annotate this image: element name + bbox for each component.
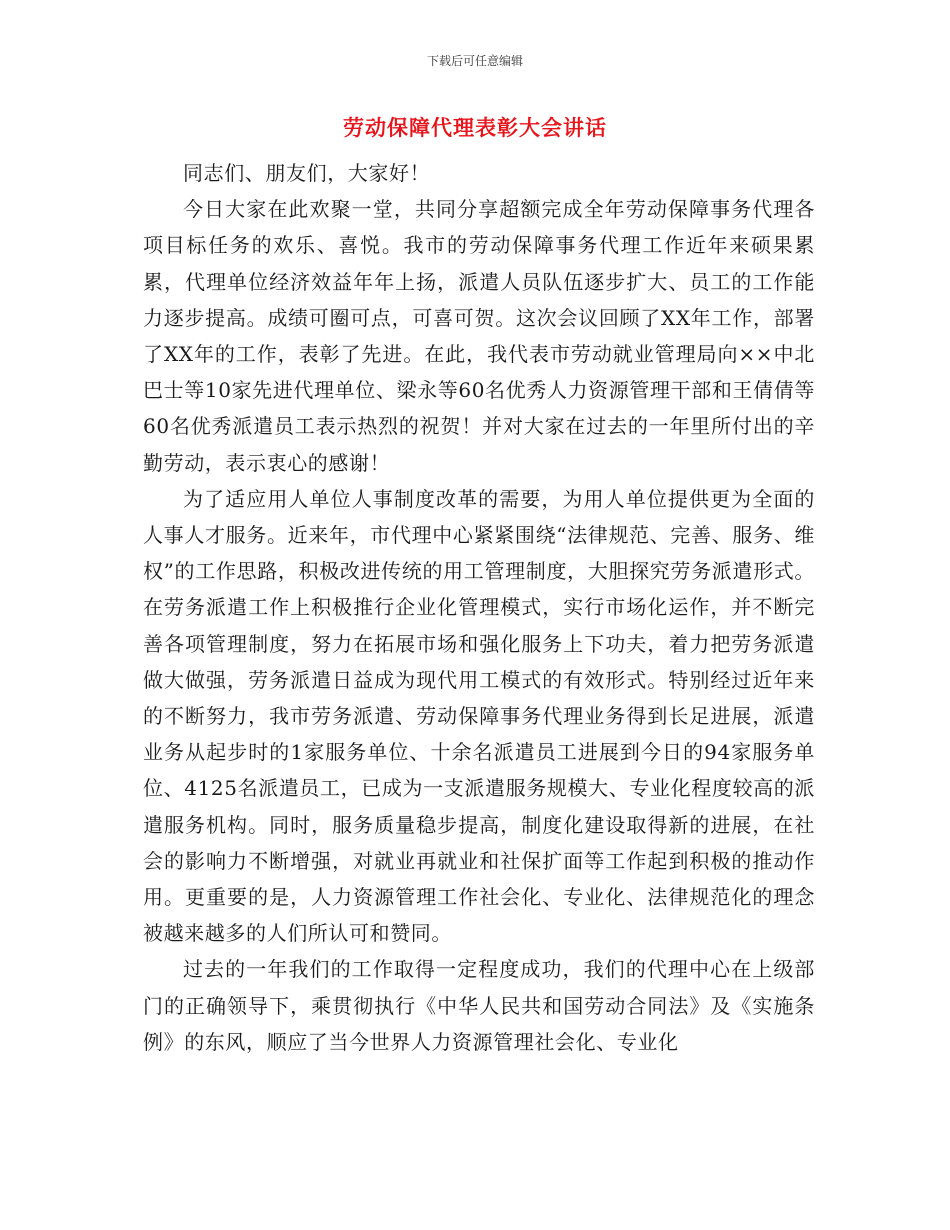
paragraph-greeting: 同志们、朋友们，大家好！ <box>183 161 431 185</box>
page-header-note: 下载后可任意编辑 <box>426 54 523 68</box>
document-body <box>143 155 815 1060</box>
document-title: 劳动保障代理表彰大会讲话 <box>343 115 607 140</box>
paragraph-opening: 今日大家在此欢聚一堂，共同分享超额完成全年劳动保障事务代理各项目标任务的欢乐、喜悦。我市的劳动保障事务代理工作近年来硕果累累，代理单位经济效益年年上扬，派遣人员队伍逐步扩大、员工的工作能力逐步提高。成绩可圈可点，可喜可贺。这次会议回顾了XX年工作，部署了XX年的工作，表彰了先进。在此，我代表市劳动就业管理局向××中北巴士等10家先进代理单位、梁永等60名优秀人力资源管理干部和王倩倩等60名优秀派遣员工表示热烈的祝贺！并对大家在过去的一年里所付出的辛勤劳动，表示衷心的感谢！ <box>143 197 815 475</box>
paragraph-past-year: 过去的一年我们的工作取得一定程度成功，我们的代理中心在上级部门的正确领导下，乘贯彻执行《中华人民共和国劳动合同法》及《实施条例》的东风，顺应了当今世界人力资源管理社会化、专业化 <box>143 957 815 1054</box>
paragraph-achievements: 为了适应用人单位人事制度改革的需要，为用人单位提供更为全面的人事人才服务。近来年，市代理中心紧紧围绕“法律规范、完善、服务、维权”的工作思路，积极改进传统的用工管理制度，大胆探究劳务派遣形式。在劳务派遣工作上积极推行企业化管理模式，实行市场化运作，并不断完善各项管理制度，努力在拓展市场和强化服务上下功夫，着力把劳务派遣做大做强，劳务派遣日益成为现代用工模式的有效形式。特别经过近年来的不断努力，我市劳务派遣、劳动保障事务代理业务得到长足进展，派遣业务从起步时的1家服务单位、十余名派遣员工进展到今日的94家服务单位、4125名派遣员工，已成为一支派遣服务规模大、专业化程度较高的派遣服务机构。同时，服务质量稳步提高，制度化建设取得新的进展，在社会的影响力不断增强，对就业再就业和社保扩面等工作起到积极的推动作用。更重要的是，人力资源管理工作社会化、专业化、法律规范化的理念被越来越多的人们所认可和赞同。 <box>143 486 815 946</box>
